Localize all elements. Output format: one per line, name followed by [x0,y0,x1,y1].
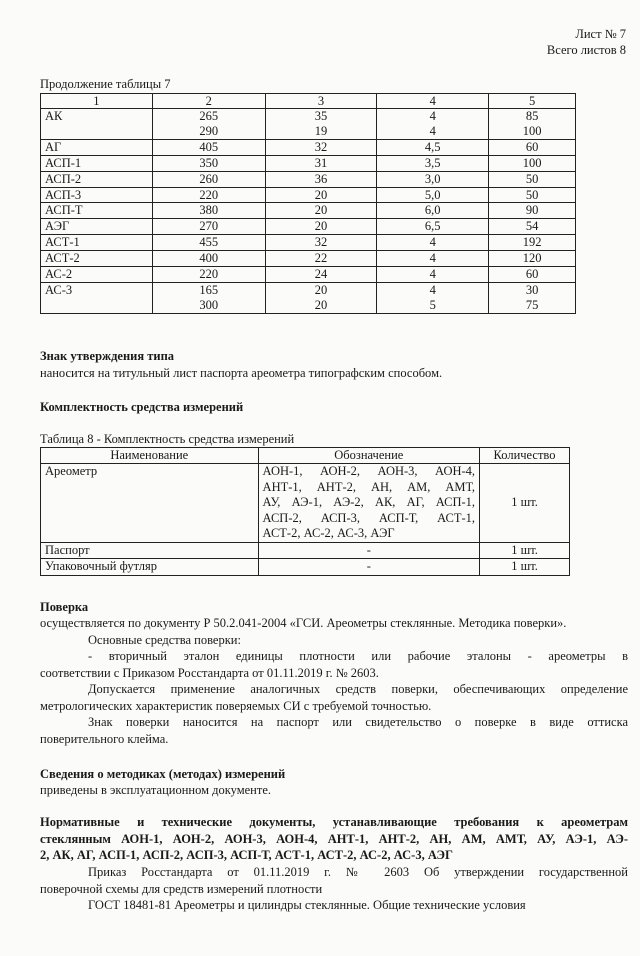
table7-cell-text: 4 [429,267,436,282]
table8-header-cell: Обозначение [258,448,480,464]
table7-row [41,155,576,171]
table8-cell-text: - [366,542,371,557]
table7-cell-text: 220 [199,267,219,282]
table7-cell-text: 50 [525,187,539,202]
table7-cell-c2 [152,109,265,140]
table8-cell-text: АОН-1, АОН-2, АОН-3, АОН-4, [262,464,476,478]
completeness-heading: Комплектность средства измерений [40,400,244,414]
table7-cell-c4 [377,155,489,171]
table7-cell-c4 [377,282,489,313]
table7-cell-name [41,267,153,283]
table8-cell-text: АСТ-2, АС-2, АС-3, АЭГ [262,526,395,540]
verification-line: поверительного клейма. [40,731,169,746]
verification-line: соответствии с Приказом Росстандарта от 01.11.2019 г. № 2603. [40,665,379,680]
table8-cell-designation [258,464,480,543]
table8-header-cell: Количество [480,448,570,464]
table7-cell-text: 32 [314,235,328,250]
sheet-total: Всего листов 8 [546,43,626,57]
normative-line: ГОСТ 18481-81 Ареометры и цилиндры стеклянные. Общие технические условия [88,898,526,912]
table7-cell-text: АГ [45,139,62,154]
table7-cell-c3 [265,171,377,187]
table8-cell-text: Паспорт [45,542,90,557]
table7-row [41,109,576,140]
table8-cell-qty [480,559,570,576]
normative-text [40,864,628,914]
table7-cell-c3 [265,282,377,313]
table7-cell-c4 [377,219,489,235]
table7-row [41,171,576,187]
table7-cell-text: 60 [525,267,539,282]
table7-cell-c5 [489,219,576,235]
table8-header-row [41,448,570,464]
table7-cell-c3 [265,187,377,203]
table7-cell-c4 [377,187,489,203]
table7-cell-name [41,171,153,187]
table8-cell-text: 1 шт. [511,542,538,557]
table7-cell-c4 [377,109,489,140]
table7-cell-text: 165 [199,282,219,297]
table7-cell-c5 [489,251,576,267]
table7-cell-text: 50 [525,171,539,186]
table7-cell-text: 4 [429,109,436,123]
table7-header-cell: 5 [489,94,576,109]
table7-cell-text: 24 [314,267,328,282]
normative-heading [40,814,628,864]
table8-row [41,464,570,543]
sheet-info [547,26,626,58]
verification-text [40,615,628,747]
normative-heading-line: 2, АК, АГ, АСП-1, АСП-2, АСП-3, АСП-Т, АСТ-1, АСТ-2, АС-2, АС-3, АЭГ [40,848,453,862]
normative-heading-line: Нормативные и технические документы, устанавливающие требования к ареометрам [40,815,628,829]
table7-cell-text: 4 [429,251,436,266]
table7-cell-text: 4 [429,123,436,138]
table7-cell-text: 100 [522,155,542,170]
table7-cell-c2 [152,139,265,155]
table7-cell-text: 405 [199,139,219,154]
table7-cell-text: 120 [522,251,542,266]
table7-cell-name [41,251,153,267]
table7-header-row [41,94,576,109]
table7-cell-text: 5 [429,297,436,312]
table7-cell-c4 [377,251,489,267]
table7-cell-text: 20 [314,297,328,312]
normative-line: Приказ Росстандарта от 01.11.2019 г. № 2603 Об утверждении государственной [88,865,628,879]
table7-cell-c3 [265,109,377,140]
table7-cell-text: 380 [199,203,219,218]
table7-cell-text: АЭГ [45,219,70,234]
verification-line: Знак поверки наносится на паспорт или свидетельство о поверке в виде оттиска [88,715,628,729]
table7-cell-text: 290 [199,123,219,138]
table8 [40,447,570,576]
table7-cell-name [41,139,153,155]
table7-cell-text: 4 [429,235,436,250]
verification-line: осуществляется по документу Р 50.2.041-2004 «ГСИ. Ареометры стеклянные. Методика поверки». [40,616,567,630]
table7-cell-text: 4 [429,282,436,297]
table8-cell-text: АНТ-1, АНТ-2, АН, АМ, АМТ, [262,479,476,494]
table8-row [41,542,570,559]
table7-cell-text: 32 [314,139,328,154]
table7-cell-text: 400 [199,251,219,266]
table7-cell-c3 [265,203,377,219]
table7-cell-c3 [265,139,377,155]
table7-row [41,187,576,203]
table8-cell-designation [258,542,480,559]
table7-header-cell: 2 [152,94,265,109]
table7-cell-text: 265 [199,109,219,123]
table7-cell-text: 19 [314,123,328,138]
table7-cell-text: 100 [522,123,542,138]
table7-cell-text: 270 [199,219,219,234]
table8-cell-designation [258,559,480,576]
table7-cell-text: 455 [199,235,219,250]
table7-cell-name [41,155,153,171]
table7-cell-c5 [489,109,576,140]
table7-cell-c3 [265,235,377,251]
approval-heading: Знак утверждения типа [40,349,175,363]
verification-line: Допускается применение аналогичных средств поверки, обеспечивающих определение [88,682,628,696]
normative-heading-line: стеклянным АОН-1, АОН-2, АОН-3, АОН-4, АНТ-1, АНТ-2, АН, АМ, АМТ, АУ, АЭ-1, АЭ- [40,831,628,846]
table7-cell-c2 [152,219,265,235]
table7-row [41,282,576,313]
table8-cell-text: 1 шт. [511,495,538,509]
table7-cell-c4 [377,267,489,283]
table7-cell-name [41,219,153,235]
table7-cell-c5 [489,235,576,251]
table7-cell-text: 20 [314,187,328,202]
table8-cell-text: - [366,559,371,573]
table7-row [41,139,576,155]
verification-heading: Поверка [40,600,89,614]
table7-cell-text: 36 [314,171,328,186]
verification-line: метрологических характеристик поверяемых СИ с требуемой точностью. [40,698,432,713]
table7-cell-text: 192 [522,235,542,250]
table7-cell-c2 [152,235,265,251]
methods-text: приведены в эксплуатационном документе. [40,783,271,797]
table7-cell-text: 60 [525,139,539,154]
table7-cell-text: 300 [199,297,219,312]
table8-cell-text: Упаковочный футляр [45,559,158,573]
table7-row [41,267,576,283]
table7-cell-c2 [152,203,265,219]
table7-cell-text: 30 [525,282,539,297]
table8-cell-name [41,542,259,559]
table7-cell-text: 5,0 [424,187,441,202]
verification-line: - вторичный эталон единицы плотности или рабочие эталоны - ареометры в [88,649,628,663]
table7-cell-text: 3,5 [424,155,441,170]
table7-header-cell: 3 [265,94,377,109]
table7-cell-c5 [489,282,576,313]
table7-row [41,251,576,267]
table8-cell-text: Ареометр [45,464,98,478]
table7-cell-text: 220 [199,187,219,202]
table8-header-cell: Наименование [41,448,259,464]
table7-cell-c4 [377,139,489,155]
table7-cell-text: АСП-Т [45,203,83,218]
table7-cell-c4 [377,171,489,187]
table7-row [41,235,576,251]
table7-cell-c2 [152,251,265,267]
table7-cell-c5 [489,139,576,155]
table7-cell-text: 90 [525,203,539,218]
table8-cell-text: АУ, АЭ-1, АЭ-2, АК, АГ, АСП-1, [262,495,476,509]
table7-cell-text: 20 [314,282,328,297]
table7-cell-text: 75 [525,297,539,312]
table7-cell-c3 [265,219,377,235]
table7-cell-name [41,203,153,219]
table7-cell-c2 [152,267,265,283]
table7-cell-text: 22 [314,251,328,266]
table7-cell-c2 [152,187,265,203]
table8-cell-text: АСП-2, АСП-3, АСП-Т, АСТ-1, [262,510,476,525]
table7 [40,93,576,314]
table7-cell-text: 85 [525,109,539,123]
table7-cell-text: АСП-2 [45,171,82,186]
table7-cell-text: 20 [314,219,328,234]
table7-cell-text: АСП-1 [45,155,82,170]
table8-caption: Таблица 8 - Комплектность средства измерений [40,432,295,446]
table7-cell-c5 [489,187,576,203]
table7-cell-c3 [265,155,377,171]
table7-cell-text: 260 [199,171,219,186]
table8-row [41,559,570,576]
table7-cell-c2 [152,282,265,313]
table7-cell-c5 [489,267,576,283]
table7-cell-c5 [489,171,576,187]
table7-cell-c4 [377,203,489,219]
table7-cell-name [41,187,153,203]
table7-header-cell: 1 [41,94,153,109]
table7-cell-text: АС-3 [45,282,73,297]
table7-cell-text: 31 [314,155,328,170]
table7-cell-c3 [265,251,377,267]
table7-cell-text: 35 [314,109,328,123]
methods-heading: Сведения о методиках (методах) измерений [40,767,286,781]
table7-cell-text: АСТ-1 [45,235,80,250]
table8-cell-name [41,559,259,576]
table7-caption: Продолжение таблицы 7 [40,77,171,91]
table7-cell-text: АС-2 [45,267,73,282]
table7-cell-c2 [152,171,265,187]
table7-row [41,219,576,235]
sheet-number: Лист № 7 [575,27,626,41]
table7-cell-name [41,282,153,313]
table7-cell-text: АК [45,109,63,123]
table7-cell-text: 20 [314,203,328,218]
table7-cell-text: 350 [199,155,219,170]
table7-cell-text: АСТ-2 [45,251,80,266]
table8-cell-name [41,464,259,543]
table7-cell-text: 3,0 [424,171,441,186]
normative-line: поверочной схемы для средств измерений плотности [40,881,323,896]
table7-cell-text: 4,5 [424,139,441,154]
table8-cell-qty [480,464,570,543]
table7-cell-text: 54 [525,219,539,234]
table7-cell-c2 [152,155,265,171]
verification-line: Основные средства поверки: [88,632,241,647]
table7-cell-text: АСП-3 [45,187,82,202]
table7-cell-c5 [489,203,576,219]
table7-header-cell: 4 [377,94,489,109]
table7-cell-c3 [265,267,377,283]
table7-cell-c5 [489,155,576,171]
approval-text: наносится на титульный лист паспорта ареометра типографским способом. [40,366,443,380]
table8-cell-qty [480,542,570,559]
table7-cell-text: 6,0 [424,203,441,218]
table7-cell-name [41,235,153,251]
table7-cell-c4 [377,235,489,251]
table7-cell-text: 6,5 [424,219,441,234]
table8-cell-text: 1 шт. [511,559,538,573]
table7-row [41,203,576,219]
table7-cell-name [41,109,153,140]
